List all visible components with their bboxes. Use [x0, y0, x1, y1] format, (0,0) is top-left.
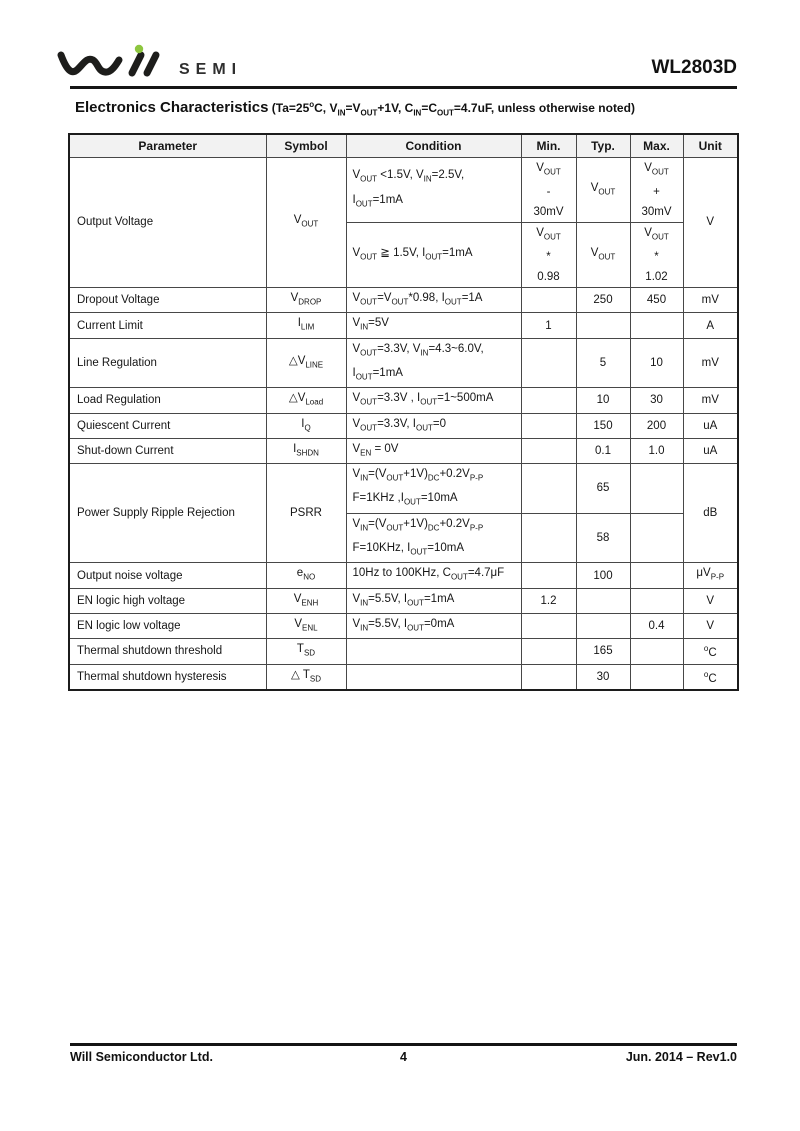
cell-symbol: $I_{LIM}$: [266, 313, 346, 338]
cell-typ: [576, 588, 630, 613]
cell-symbol: △ $T_{SD}$: [266, 664, 346, 690]
cell-condition: $V_{OUT}=3.3V$, $I_{OUT}=0$: [346, 413, 521, 438]
cell-max: 450: [630, 288, 683, 313]
cell-condition: 10Hz to 100KHz, $C_{OUT}=4.7\mu F$: [346, 563, 521, 588]
cell-min: [521, 338, 576, 388]
cell-typ: 165: [576, 639, 630, 664]
cell-condition: $V_{IN}=5.5V$, $I_{OUT}=0mA$: [346, 613, 521, 638]
cell-condition: $V_{IN}=(V_{OUT}+1V)_{DC}+0.2V_{P-P}$ F=1KHz $,I_{OUT}=10mA$: [346, 464, 521, 514]
cell-unit: mV: [683, 338, 738, 388]
cell-typ: 30: [576, 664, 630, 690]
cell-typ: $V_{OUT}$: [576, 157, 630, 222]
cell-condition: $V_{IN}=5.5V$, $I_{OUT}=1mA$: [346, 588, 521, 613]
table-row: [69, 388, 738, 413]
cell-condition: $V_{OUT}=3.3V$, $V_{IN}=4.3\sim 6.0V$, $I_{OUT}=1mA$: [346, 338, 521, 388]
table-header-row: [69, 134, 738, 157]
cell-typ: 250: [576, 288, 630, 313]
cell-symbol: $V_{OUT}$: [266, 157, 346, 288]
cell-parameter: Line Regulation: [69, 338, 266, 388]
section-title: [75, 99, 635, 117]
cell-max: 10: [630, 338, 683, 388]
cell-min: [521, 413, 576, 438]
cell-parameter: Dropout Voltage: [69, 288, 266, 313]
cell-unit: A: [683, 313, 738, 338]
cell-symbol: PSRR: [266, 464, 346, 563]
cell-unit: $\mu V_{P-P}$: [683, 563, 738, 588]
cell-condition: $V_{OUT} <1.5V$, $V_{IN}=2.5V$, $I_{OUT}=1mA$: [346, 157, 521, 222]
col-header-max: Max.: [630, 134, 683, 157]
cell-min: [521, 288, 576, 313]
cell-unit: uA: [683, 438, 738, 463]
page-footer: [70, 1043, 737, 1064]
cell-symbol: $I_Q$: [266, 413, 346, 438]
cell-min: [521, 563, 576, 588]
header-divider: [70, 86, 737, 89]
table-row: [69, 313, 738, 338]
cell-symbol: $e_{NO}$: [266, 563, 346, 588]
cell-max: [630, 464, 683, 514]
cell-min: 1: [521, 313, 576, 338]
section-title-main: Electronics Characteristics: [75, 99, 269, 116]
table-row: [69, 639, 738, 664]
cell-max: 1.0: [630, 438, 683, 463]
brand-semi-text: SEMI: [179, 61, 243, 78]
cell-parameter: Load Regulation: [69, 388, 266, 413]
cell-parameter: Shut-down Current: [69, 438, 266, 463]
cell-min: $V_{OUT}$ * 0.98: [521, 222, 576, 287]
cell-typ: 10: [576, 388, 630, 413]
cell-max: 30: [630, 388, 683, 413]
cell-unit: V: [683, 588, 738, 613]
cell-parameter: Output Voltage: [69, 157, 266, 288]
table-row: [69, 563, 738, 588]
cell-min: [521, 613, 576, 638]
cell-typ: 5: [576, 338, 630, 388]
cell-unit: $^o$C: [683, 664, 738, 690]
table-row: [69, 613, 738, 638]
cell-typ: 0.1: [576, 438, 630, 463]
cell-max: $V_{OUT}$ + 30mV: [630, 157, 683, 222]
logo-wave-icon: [61, 55, 119, 72]
cell-symbol: $\triangle V_{Load}$: [266, 388, 346, 413]
table-row: [69, 664, 738, 690]
cell-parameter: EN logic low voltage: [69, 613, 266, 638]
cell-max: 200: [630, 413, 683, 438]
cell-symbol: $I_{SHDN}$: [266, 438, 346, 463]
cell-parameter: Thermal shutdown hysteresis: [69, 664, 266, 690]
cell-condition: $V_{IN}=5V$: [346, 313, 521, 338]
cell-unit: mV: [683, 388, 738, 413]
col-header-symbol: Symbol: [266, 134, 346, 157]
logo-slash-icon: [147, 55, 156, 73]
cell-max: 0.4: [630, 613, 683, 638]
cell-symbol: $\triangle V_{LINE}$: [266, 338, 346, 388]
cell-min: $V_{OUT}$ - 30mV: [521, 157, 576, 222]
cell-typ: $V_{OUT}$: [576, 222, 630, 287]
cell-max: [630, 588, 683, 613]
col-header-condition: Condition: [346, 134, 521, 157]
cell-typ: [576, 313, 630, 338]
cell-parameter: Thermal shutdown threshold: [69, 639, 266, 664]
table-row: [69, 338, 738, 388]
cell-unit: uA: [683, 413, 738, 438]
footer-page-number: 4: [400, 1050, 407, 1064]
section-title-conditions: ($Ta=25^oC$, $V_{IN}=V_{OUT}+1V$, $C_{IN}=C_{OUT}=4.7uF$, unless otherwise noted): [268, 100, 635, 118]
cell-typ: 100: [576, 563, 630, 588]
logo-slash-icon: [132, 55, 141, 73]
col-header-typ: Typ.: [576, 134, 630, 157]
cell-symbol: $V_{ENH}$: [266, 588, 346, 613]
logo-dot-icon: [135, 45, 143, 53]
electrical-characteristics-table: [68, 133, 739, 691]
cell-typ: 150: [576, 413, 630, 438]
cell-unit: V: [683, 157, 738, 288]
cell-condition: $V_{OUT}=3.3V$ , $I_{OUT}=1\sim 500mA$: [346, 388, 521, 413]
cell-unit: $^o$C: [683, 639, 738, 664]
cell-typ: 58: [576, 513, 630, 563]
footer-revision: Jun. 2014 – Rev1.0: [625, 1050, 737, 1064]
col-header-unit: Unit: [683, 134, 738, 157]
table-row: [69, 288, 738, 313]
cell-condition: [346, 639, 521, 664]
cell-min: [521, 438, 576, 463]
footer-company: Will Semiconductor Ltd.: [70, 1050, 213, 1064]
cell-symbol: $T_{SD}$: [266, 639, 346, 664]
cell-parameter: Output noise voltage: [69, 563, 266, 588]
cell-symbol: $V_{ENL}$: [266, 613, 346, 638]
logo-mark: [55, 44, 173, 84]
cell-condition: $V_{OUT}=V_{OUT}*0.98$, $I_{OUT}=1A$: [346, 288, 521, 313]
cell-condition: $V_{OUT}$ ≧ 1.5V, $I_{OUT}=1mA$: [346, 222, 521, 287]
cell-min: 1.2: [521, 588, 576, 613]
table-row: [69, 588, 738, 613]
cell-min: [521, 664, 576, 690]
cell-parameter: Quiescent Current: [69, 413, 266, 438]
table-row: [69, 438, 738, 463]
cell-symbol: $V_{DROP}$: [266, 288, 346, 313]
cell-condition: $V_{EN} = 0V$: [346, 438, 521, 463]
cell-typ: 65: [576, 464, 630, 514]
cell-unit: mV: [683, 288, 738, 313]
cell-condition: $V_{IN}=(V_{OUT}+1V)_{DC}+0.2V_{P-P}$ F=10KHz, $I_{OUT}=10mA$: [346, 513, 521, 563]
table-row: [69, 157, 738, 222]
cell-min: [521, 639, 576, 664]
part-number: WL2803D: [651, 57, 737, 78]
col-header-parameter: Parameter: [69, 134, 266, 157]
col-header-min: Min.: [521, 134, 576, 157]
cell-max: [630, 513, 683, 563]
cell-parameter: Current Limit: [69, 313, 266, 338]
cell-max: $V_{OUT}$ * 1.02: [630, 222, 683, 287]
will-semi-logo: [55, 44, 242, 84]
cell-typ: [576, 613, 630, 638]
cell-min: [521, 464, 576, 514]
cell-unit: V: [683, 613, 738, 638]
table-row: [69, 413, 738, 438]
cell-max: [630, 664, 683, 690]
cell-unit: dB: [683, 464, 738, 563]
cell-parameter: Power Supply Ripple Rejection: [69, 464, 266, 563]
cell-max: [630, 639, 683, 664]
cell-parameter: EN logic high voltage: [69, 588, 266, 613]
cell-min: [521, 388, 576, 413]
cell-max: [630, 563, 683, 588]
cell-condition: [346, 664, 521, 690]
cell-min: [521, 513, 576, 563]
cell-max: [630, 313, 683, 338]
table-row: [69, 464, 738, 514]
